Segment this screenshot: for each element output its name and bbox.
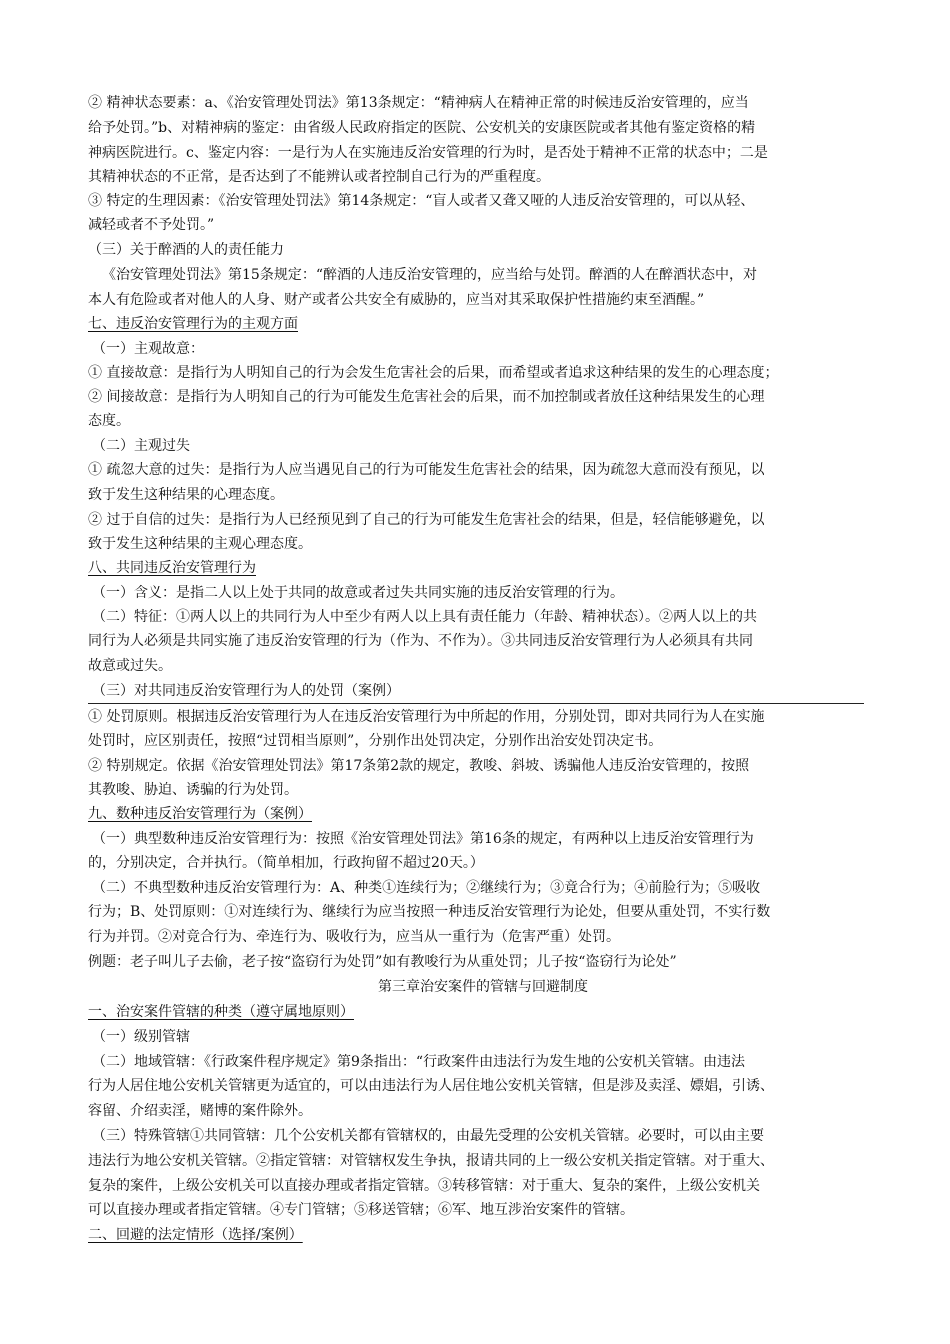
subheading: （一）主观故意：: [92, 341, 204, 357]
subheading: （一）级别管辖: [92, 1029, 190, 1045]
text-line: 《治安管理处罚法》第15条规定：“醉酒的人违反治安管理的，应当给与处罚。醉酒的人在醉酒状态中，对: [102, 267, 757, 283]
text-line: （一）含义：是指二人以上处于共同的故意或者过失共同实施的违反治安管理的行为。: [92, 585, 624, 601]
text-line: 致于发生这种结果的主观心理态度。: [88, 536, 312, 552]
text-line: 处罚时，应区别责任，按照“过罚相当原则”，分别作出处罚决定，分别作出治安处罚决定书。: [88, 733, 663, 749]
text-line: 容留、介绍卖淫，赌博的案件除外。: [88, 1103, 312, 1119]
subheading: （二）主观过失: [92, 438, 190, 454]
text-line: 行为；B、处罚原则：①对连续行为、继续行为应当按照一种违反治安管理行为论处，但要从重处罚，不实行数: [88, 904, 771, 920]
text-line: ② 特别规定。依据《治安管理处罚法》第17条第2款的规定，教唆、斜坡、诱骗他人违反治安管理的，按照: [88, 758, 750, 774]
text-line: 态度。: [88, 413, 130, 429]
text-line: （三）特殊管辖①共同管辖：几个公安机关都有管辖权的，由最先受理的公安机关管辖。必要时，可以由主要: [92, 1128, 764, 1144]
text-line: ① 直接故意：是指行为人明知自己的行为会发生危害社会的后果，而希望或者追求这种结果的发生的心理态度；: [88, 365, 779, 381]
text-line: 可以直接办理或者指定管辖。④专门管辖；⑤移送管辖；⑥军、地互涉治安案件的管辖。: [88, 1202, 634, 1218]
subheading: （三）对共同违反治安管理行为人的处罚（案例）: [92, 683, 400, 699]
text-line: ② 间接故意：是指行为人明知自己的行为可能发生危害社会的后果，而不加控制或者放任这种结果发生的心理: [88, 389, 765, 405]
text-line: 神病医院进行。c、鉴定内容：一是行为人在实施违反治安管理的行为时，是否处于精神不正常的状态中；二是: [88, 145, 768, 161]
section-heading: 一、治安案件管辖的种类（遵守属地原则）: [88, 1004, 354, 1020]
text-line: （二）不典型数种违反治安管理行为：A、种类①连续行为；②继续行为；③竟合行为；④前脸行为；⑤吸收: [92, 880, 761, 896]
section-heading: 九、数种违反治安管理行为（案例）: [88, 806, 312, 822]
example-line: 例题：老子叫儿子去偷，老子按“盗窃行为处罚”如有教唆行为从重处罚；儿子按“盗窃行为论处”: [88, 954, 677, 970]
section-heading: 二、回避的法定情形（选择/案例）: [88, 1227, 303, 1243]
text-line: （一）典型数种违反治安管理行为：按照《治安管理处罚法》第16条的规定，有两种以上违反治安管理行为: [92, 831, 754, 847]
text-line: 违法行为地公安机关管辖。②指定管辖：对管辖权发生争执，报请共同的上一级公安机关指定管辖。对于重大、: [88, 1153, 774, 1169]
text-line: 行为人居住地公安机关管辖更为适宜的，可以由违法行为人居住地公安机关管辖，但是涉及卖淫、嫖娼，引诱、: [88, 1078, 774, 1094]
chapter-title: 第三章治安案件的管辖与回避制度: [378, 979, 588, 995]
text-line: ③ 特定的生理因素：《治安管理处罚法》第14条规定：“盲人或者又聋又哑的人违反治安管理的，可以从轻、: [88, 193, 755, 209]
text-line: 复杂的案件，上级公安机关可以直接办理或者指定管辖。③转移管辖：对于重大、复杂的案件，上级公安机关: [88, 1178, 760, 1194]
text-line: 致于发生这种结果的心理态度。: [88, 487, 284, 503]
text-line: 同行为人必须是共同实施了违反治安管理的行为（作为、不作为）。③共同违反治安管理行为人必须具有共同: [88, 633, 753, 649]
text-line: 故意或过失。: [88, 658, 172, 674]
text-line: 给予处罚。”b、对精神病的鉴定：由省级人民政府指定的医院、公安机关的安康医院或者其他有鉴定资格的精: [88, 120, 756, 136]
text-line: （二）特征：①两人以上的共同行为人中至少有两人以上具有责任能力（年龄、精神状态）。②两人以上的共: [92, 609, 757, 625]
subheading: （三）关于醉酒的人的责任能力: [88, 242, 284, 258]
text-line: （二）地域管辖：《行政案件程序规定》第9条指出：“行政案件由违法行为发生地的公安机关管辖。由违法: [92, 1054, 746, 1070]
text-line: 的，分别决定，合并执行。（简单相加，行政拘留不超过20天。）: [88, 855, 484, 871]
text-line: 其教唆、胁迫、诱骗的行为处罚。: [88, 782, 298, 798]
section-heading: 八、共同违反治安管理行为: [88, 560, 256, 576]
text-line: 减轻或者不予处罚。”: [88, 217, 215, 233]
section-heading: 七、违反治安管理行为的主观方面: [88, 316, 298, 332]
text-line: ② 过于自信的过失：是指行为人已经预见到了自己的行为可能发生危害社会的结果，但是，轻信能够避免，以: [88, 512, 765, 528]
horizontal-rule: [88, 703, 864, 704]
text-line: ① 疏忽大意的过失：是指行为人应当遇见自己的行为可能发生危害社会的结果，因为疏忽大意而没有预见，以: [88, 462, 765, 478]
text-line: 本人有危险或者对他人的人身、财产或者公共安全有威胁的，应当对其采取保护性措施约束至酒醒。”: [88, 292, 705, 308]
text-line: ① 处罚原则。根据违反治安管理行为人在违反治安管理行为中所起的作用，分别处罚，即对共同行为人在实施: [88, 709, 765, 725]
text-line: 其精神状态的不正常，是否达到了不能辨认或者控制自己行为的严重程度。: [88, 169, 550, 185]
text-line: 行为并罚。②对竞合行为、牵连行为、吸收行为，应当从一重行为（危害严重）处罚。: [88, 929, 620, 945]
text-line: ② 精神状态要素：a、《治安管理处罚法》第13条规定：“精神病人在精神正常的时候违反治安管理的，应当: [88, 95, 749, 111]
